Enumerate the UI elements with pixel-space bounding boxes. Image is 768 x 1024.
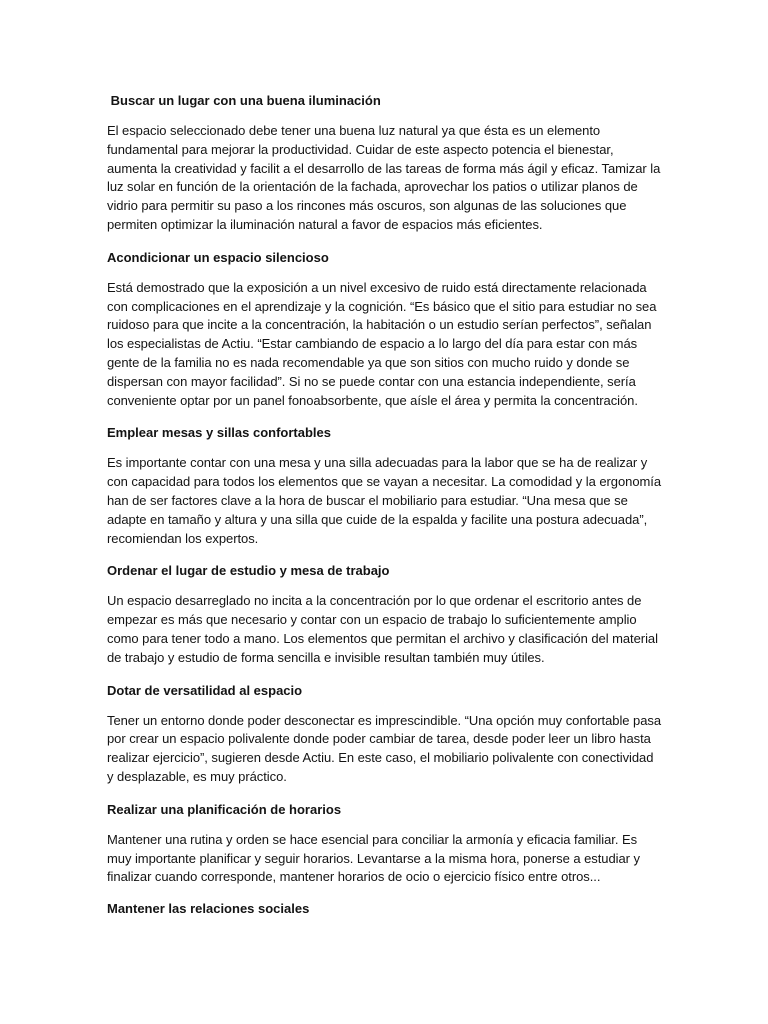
section-heading-relaciones: Mantener las relaciones sociales — [107, 901, 310, 917]
section-paragraph-ordenar: Un espacio desarreglado no incita a la concentración por lo que ordenar el escritorio antes de empezar es más que necesario y contar con un espacio de trabajo lo suficientemente amplio como para tener todo a mano. Los elementos que permitan el archivo y clasificación del material de trabajo y estudio de forma sencilla e invisible resultan también muy útiles. — [107, 593, 658, 665]
section-heading-silencioso: Acondicionar un espacio silencioso — [107, 249, 329, 265]
section-heading-mesas-sillas: Emplear mesas y sillas confortables — [107, 425, 331, 441]
section-paragraph-versatilidad: Tener un entorno donde poder desconectar es imprescindible. “Una opción muy confortable pasa por crear un espacio polivalente donde poder cambiar de tarea, desde poder leer un libro hasta realizar ejercicio”, sugieren desde Actiu. En este caso, el mobiliario polivalente con conectividad y desplazable, es muy práctico. — [107, 712, 662, 784]
section-paragraph-mesas-sillas: Es importante contar con una mesa y una silla adecuadas para la labor que se ha de realizar y con capacidad para todos los elementos que se vayan a necesitar. La comodidad y la ergonomía han de ser factores clave a la hora de buscar el mobiliario para estudiar. “Una mesa que se adapte en tamaño y altura y una silla que cuide de la espalda y facilite una postura adecuada”, recomiendan los expertos. — [107, 455, 662, 546]
section-paragraph-iluminacion: El espacio seleccionado debe tener una buena luz natural ya que ésta es un elemento fundamental para mejorar la productividad. Cuidar de este aspecto potencia el bienestar, aumenta la creatividad y facilit a el desarrollo de las tareas de forma más ágil y eficaz. Tamizar la luz solar en función de la orientación de la fachada, aprovechar los patios o utilizar planos de vidrio para permitir su paso a los rincones más oscuros, son algunas de las soluciones que permiten optimizar la iluminación natural a favor de espacios más eficientes. — [107, 123, 661, 232]
section-heading-versatilidad: Dotar de versatilidad al espacio — [107, 682, 303, 698]
document-body — [107, 91, 663, 930]
section-heading-horarios: Realizar una planificación de horarios — [107, 801, 342, 817]
section-paragraph-horarios: Mantener una rutina y orden se hace esencial para conciliar la armonía y eficacia familiar. Es muy importante planificar y seguir horarios. Levantarse a la misma hora, ponerse a estudiar y finalizar cuando corresponde, mantener horarios de ocio o ejercicio físico entre otros... — [107, 831, 640, 885]
section-heading-iluminacion: Buscar un lugar con una buena iluminación — [107, 93, 381, 108]
section-paragraph-silencioso: Está demostrado que la exposición a un nivel excesivo de ruido está directamente relacionada con complicaciones en el aprendizaje y la cognición. “Es básico que el sitio para estudiar no sea ruidoso para que incite a la concentración, la habitación o un estudio serían perfectos”, señalan los especialistas de Actiu. “Estar cambiando de espacio a lo largo del día para estar con más gente de la familia no es nada recomendable ya que son sitios con mucho ruido y donde se dispersan con mayor facilidad”. Si no se puede contar con una estancia independiente, sería conveniente optar por un panel fonoabsorbente, que aísle el área y permita la concentración. — [107, 279, 657, 408]
section-heading-ordenar: Ordenar el lugar de estudio y mesa de trabajo — [107, 563, 390, 579]
